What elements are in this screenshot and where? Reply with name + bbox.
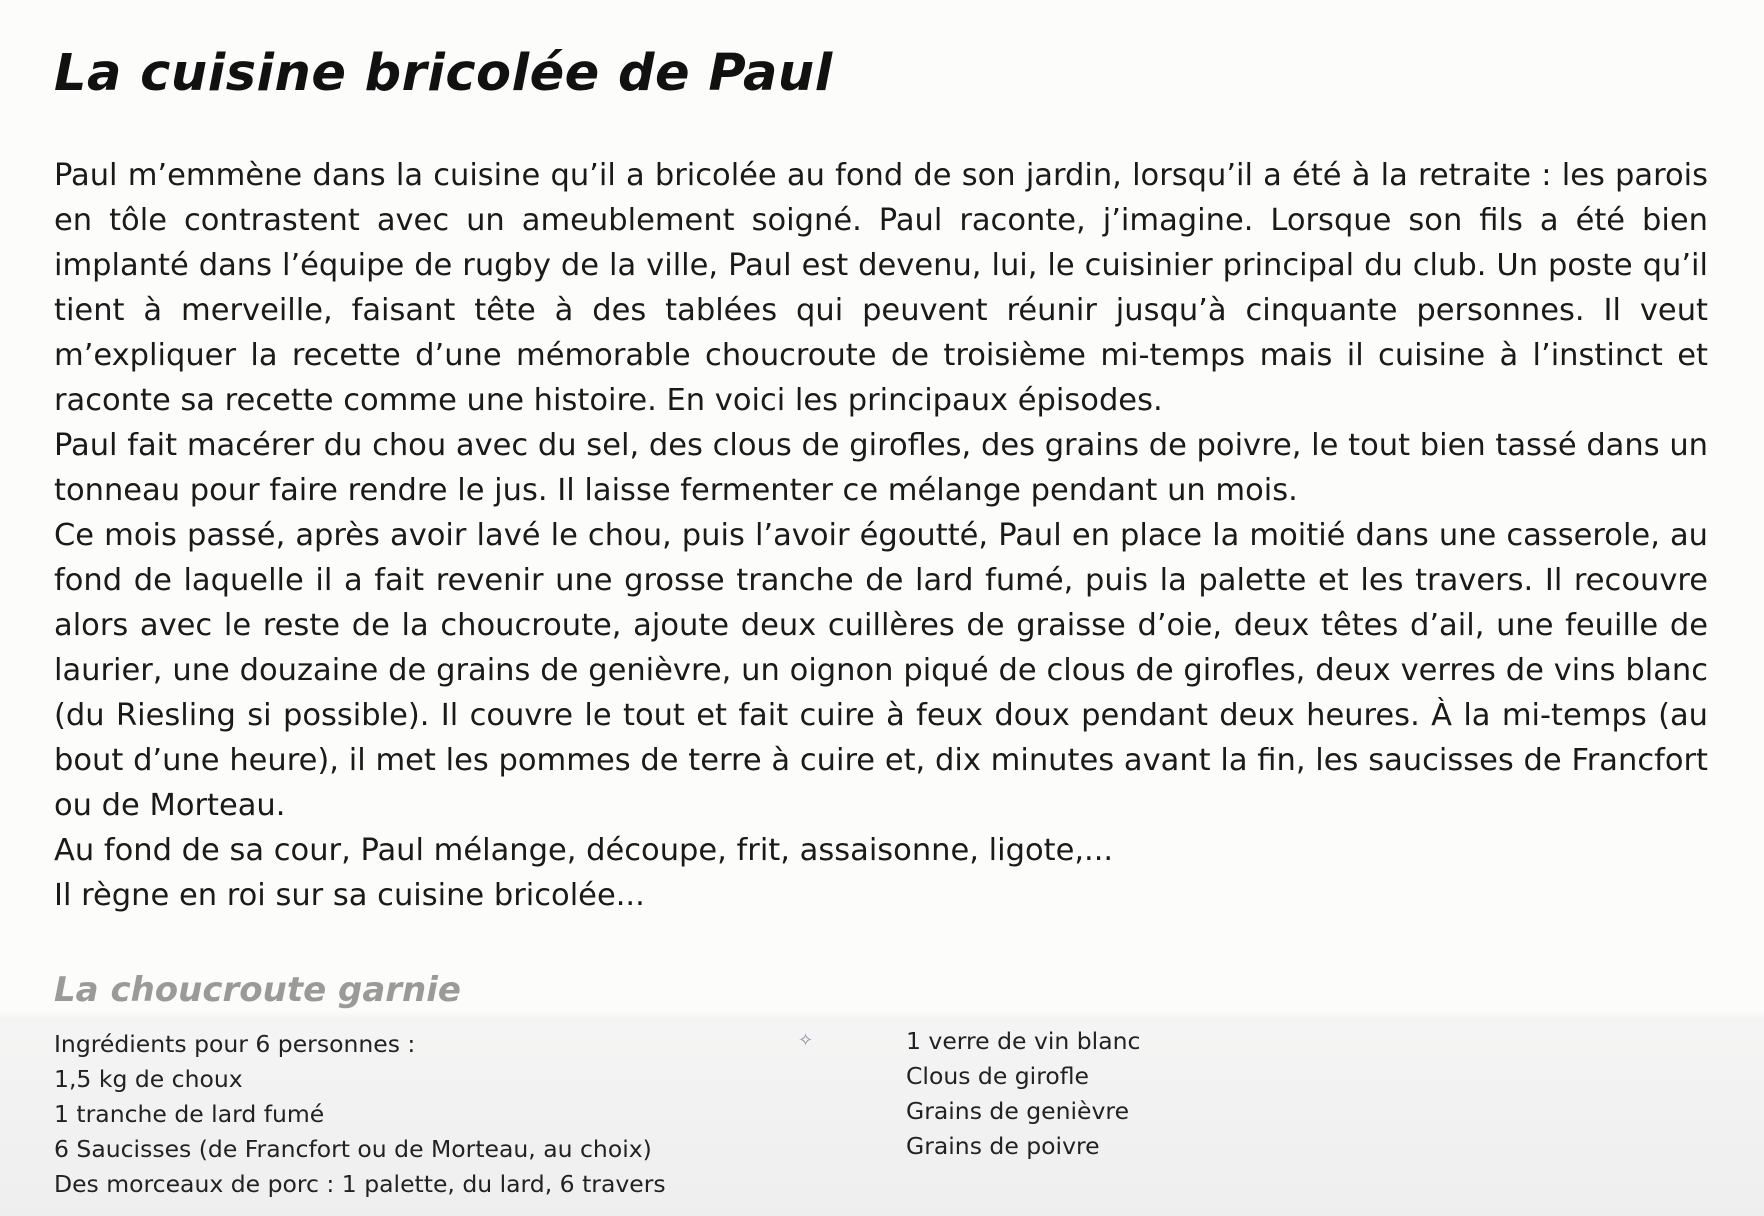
scan-speck-decoration: ✧ <box>798 1030 814 1051</box>
paragraph-cooking: Ce mois passé, après avoir lavé le chou, puis l’avoir égoutté, Paul en place la moitié dans une casserole, au fond de laquelle il a fait revenir une grosse tranche de lard fumé, puis la palette et les travers. Il recouvre alors avec le reste de la choucroute, ajoute deux cuillères de graisse d’oie, deux têtes d’ail, une feuille de laurier, une douzaine de grains de genièvre, un oignon piqué de clous de girofles, deux verres de vins blanc (du Riesling si possible). Il couvre le tout et fait cuire à feux doux pendant deux heures. À la mi-temps (au bout d’une heure), il met les pommes de terre à cuire et, dix minutes avant la fin, les saucisses de Francfort ou de Morteau. <box>54 518 1708 823</box>
ingredient-item: Grains de poivre <box>906 1132 1100 1160</box>
article-title: La cuisine bricolée de Paul <box>54 44 833 103</box>
ingredient-item: 1 verre de vin blanc <box>906 1027 1141 1055</box>
recipe-title: La choucroute garnie <box>54 970 461 1010</box>
ingredient-item: Clous de girofle <box>906 1062 1089 1090</box>
ingredient-item: Grains de genièvre <box>906 1097 1130 1125</box>
ingredients-right-column <box>906 1024 1140 1164</box>
ingredient-item: Des morceaux de porc : 1 palette, du lard, 6 travers <box>54 1170 666 1198</box>
ingredient-item: 1,5 kg de choux <box>54 1065 243 1093</box>
paragraph-closing: Il règne en roi sur sa cuisine bricolée... <box>54 878 645 913</box>
article-body <box>54 153 1708 918</box>
ingredients-heading: Ingrédients pour 6 personnes : <box>54 1030 416 1058</box>
ingredient-item: 6 Saucisses (de Francfort ou de Morteau, au choix) <box>54 1135 652 1163</box>
ingredients-left-column <box>54 1027 666 1202</box>
ingredient-item: 1 tranche de lard fumé <box>54 1100 325 1128</box>
paragraph-fermentation: Paul fait macérer du chou avec du sel, des clous de girofles, des grains de poivre, le tout bien tassé dans un tonneau pour faire rendre le jus. Il laisse fermenter ce mélange pendant un mois. <box>54 428 1708 508</box>
paragraph-courtyard: Au fond de sa cour, Paul mélange, découpe, frit, assaisonne, ligote,... <box>54 833 1114 868</box>
paragraph-intro: Paul m’emmène dans la cuisine qu’il a bricolée au fond de son jardin, lorsqu’il a été à la retraite : les parois en tôle contrastent avec un ameublement soigné. Paul raconte, j’imagine. Lorsque son fils a été bien implanté dans l’équipe de rugby de la ville, Paul est devenu, lui, le cuisinier principal du club. Un poste qu’il tient à merveille, faisant tête à des tablées qui peuvent réunir jusqu’à cinquante personnes. Il veut m’expliquer la recette d’une mémorable choucroute de troisième mi-temps mais il cuisine à l’instinct et raconte sa recette comme une histoire. En voici les principaux épisodes. <box>54 158 1708 418</box>
